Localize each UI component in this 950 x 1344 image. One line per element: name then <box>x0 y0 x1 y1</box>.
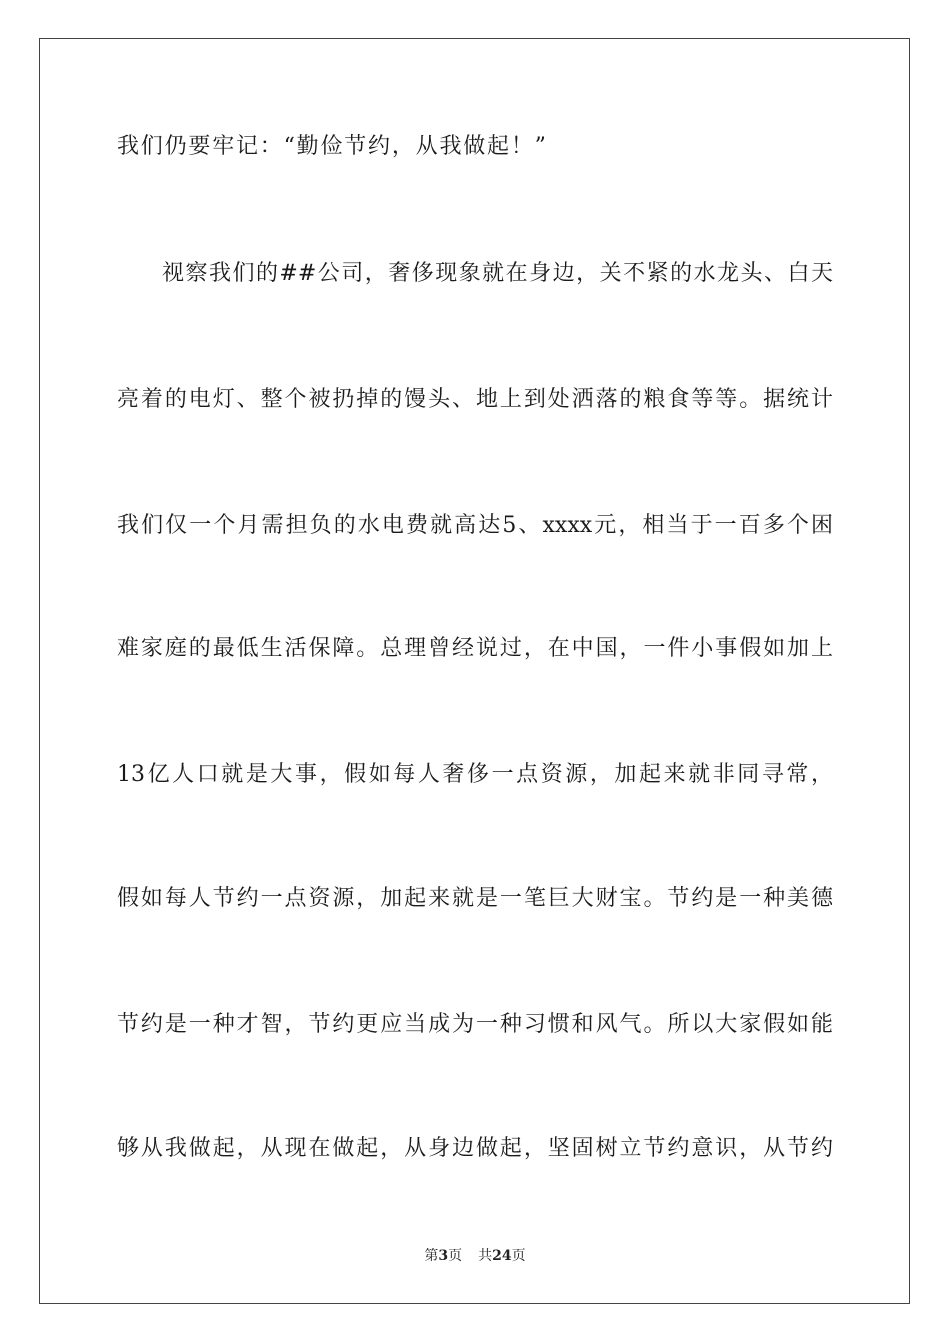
text-line-2-paragraph-start: 视察我们的##公司，奢侈现象就在身边，关不紧的水龙头、白天 <box>162 261 833 286</box>
text-line-1: 我们仍要牢记：“勤俭节约，从我做起！” <box>117 134 548 159</box>
text-line-8: 节约是一种才智，节约更应当成为一种习惯和风气。所以大家假如能 <box>117 1012 833 1037</box>
footer-total-prefix: 共 <box>478 1248 493 1264</box>
text-line-4: 我们仅一个月需担负的水电费就高达5、xxxx元，相当于一百多个困 <box>117 513 833 538</box>
footer-page-number: 3 <box>438 1248 449 1264</box>
text-line-9: 够从我做起，从现在做起，从身边做起，坚固树立节约意识，从节约 <box>117 1136 833 1161</box>
text-line-7: 假如每人节约一点资源，加起来就是一笔巨大财宝。节约是一种美德 <box>117 886 833 911</box>
footer-total-pages: 24 <box>492 1248 512 1264</box>
footer-total-suffix: 页 <box>511 1248 526 1264</box>
text-line-5: 难家庭的最低生活保障。总理曾经说过，在中国，一件小事假如加上 <box>117 636 833 661</box>
footer-page-suffix: 页 <box>448 1248 463 1264</box>
footer-page-prefix: 第 <box>424 1248 439 1264</box>
page-border <box>39 38 910 1304</box>
text-line-6: 13亿人口就是大事，假如每人奢侈一点资源，加起来就非同寻常， <box>117 762 833 787</box>
page-footer <box>0 1247 950 1265</box>
text-line-3: 亮着的电灯、整个被扔掉的馒头、地上到处洒落的粮食等等。据统计 <box>117 387 833 412</box>
